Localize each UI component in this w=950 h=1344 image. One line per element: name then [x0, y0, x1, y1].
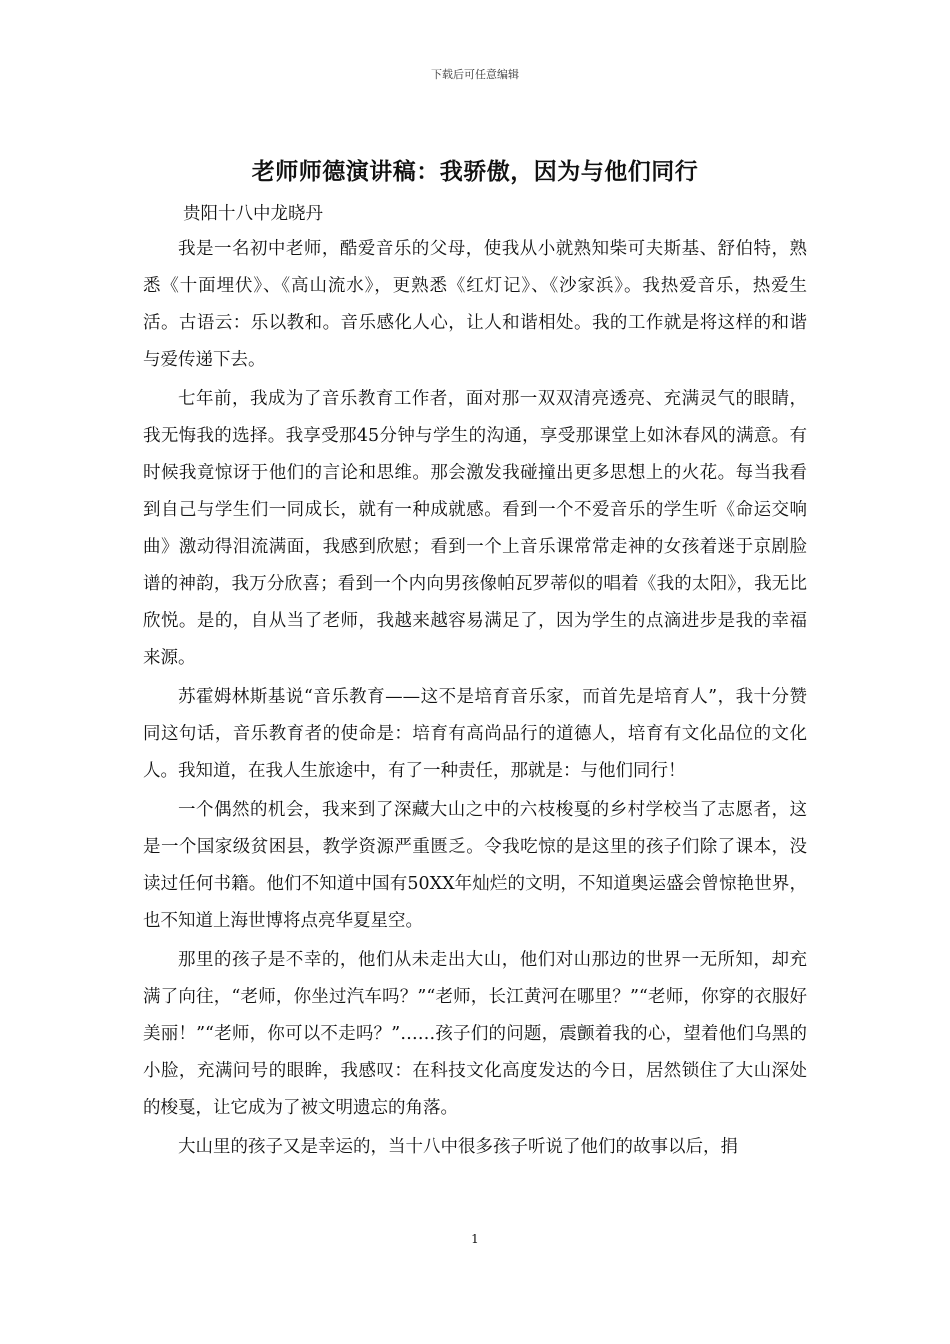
header-note: 下载后可任意编辑	[431, 68, 519, 81]
document-title: 老师师德演讲稿：我骄傲，因为与他们同行	[251, 158, 699, 185]
author-line: 贵阳十八中龙晓丹	[183, 204, 323, 224]
paragraph: 我是一名初中老师，酷爱音乐的父母，使我从小就熟知柴可夫斯基、舒伯特，熟悉《十面埋伏》、《高山流水》，更熟悉《红灯记》、《沙家浜》。我热爱音乐，热爱生活。古语云：乐以教和。音乐感化人心，让人和谐相处。我的工作就是将这样的和谐与爱传递下去。	[143, 239, 807, 370]
paragraph: 大山里的孩子又是幸运的，当十八中很多孩子听说了他们的故事以后，捐	[178, 1137, 738, 1157]
paragraph: 七年前，我成为了音乐教育工作者，面对那一双双清亮透亮、充满灵气的眼睛，我无悔我的选择。我享受那45分钟与学生的沟通，享受那课堂上如沐春风的满意。有时候我竟惊讶于他们的言论和思维。那会激发我碰撞出更多思想上的火花。每当我看到自己与学生们一同成长，就有一种成就感。看到一个不爱音乐的学生听《命运交响曲》激动得泪流满面，我感到欣慰；看到一个上音乐课常常走神的女孩着迷于京剧脸谱的神韵，我万分欣喜；看到一个内向男孩像帕瓦罗蒂似的唱着《我的太阳》，我无比欣悦。是的，自从当了老师，我越来越容易满足了，因为学生的点滴进步是我的幸福来源。	[143, 389, 807, 668]
page-number: 1	[471, 1232, 479, 1246]
paragraph: 苏霍姆林斯基说“音乐教育——这不是培育音乐家，而首先是培育人”，我十分赞同这句话，音乐教育者的使命是：培育有高尚品行的道德人，培育有文化品位的文化人。我知道，在我人生旅途中，有了一种责任，那就是：与他们同行！	[143, 687, 807, 781]
paragraph: 那里的孩子是不幸的，他们从未走出大山，他们对山那边的世界一无所知，却充满了向往，“老师，你坐过汽车吗？”“老师，长江黄河在哪里？”“老师，你穿的衣服好美丽！”“老师，你可以不走吗？”……孩子们的问题，震颤着我的心，望着他们乌黑的小脸，充满问号的眼眸，我感叹：在科技文化高度发达的今日，居然锁住了大山深处的梭戛，让它成为了被文明遗忘的角落。	[143, 950, 807, 1118]
paragraph: 一个偶然的机会，我来到了深藏大山之中的六枝梭戛的乡村学校当了志愿者，这是一个国家级贫困县，教学资源严重匮乏。令我吃惊的是这里的孩子们除了课本，没读过任何书籍。他们不知道中国有50XX年灿烂的文明，不知道奥运盛会曾惊艳世界，也不知道上海世博将点亮华夏星空。	[143, 800, 807, 931]
document-body	[143, 231, 807, 1168]
